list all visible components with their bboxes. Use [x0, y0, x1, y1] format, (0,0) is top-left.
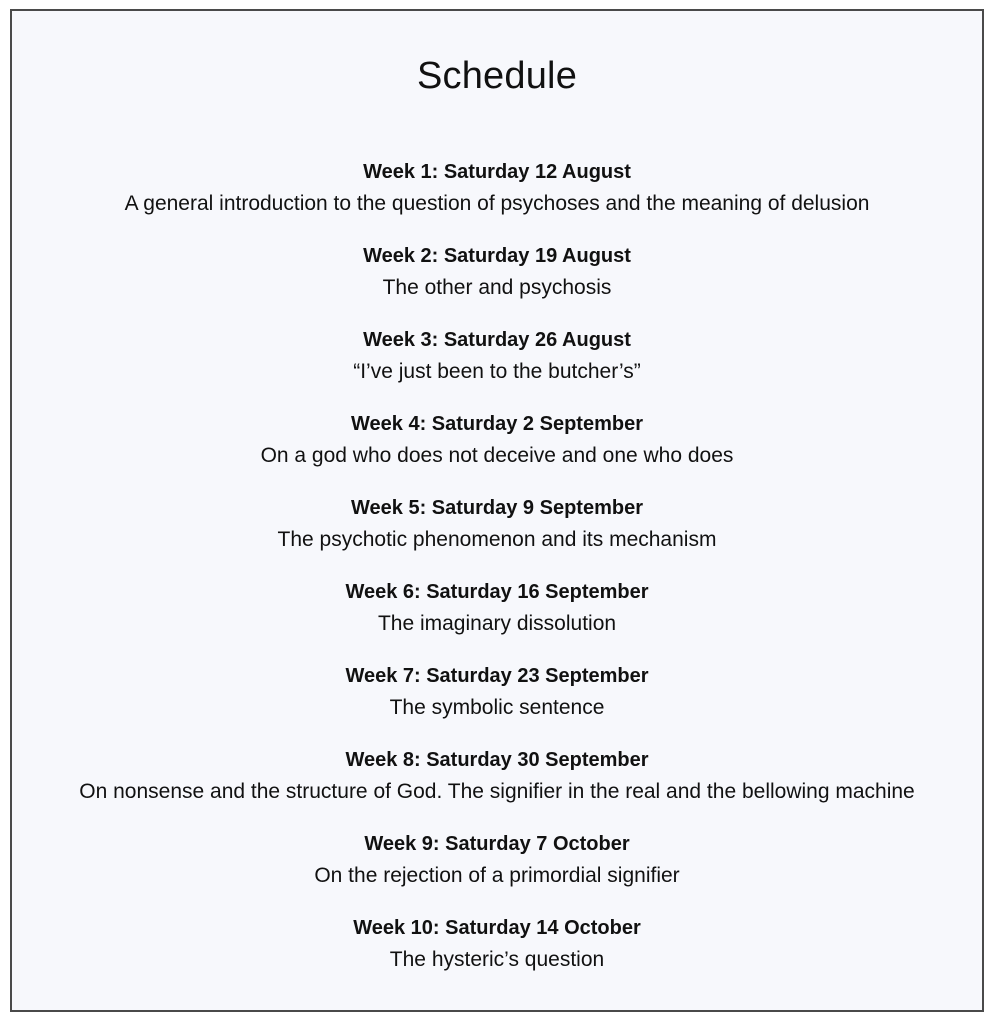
week-date: Week 7: Saturday 23 September	[345, 665, 649, 687]
week-date: Week 2: Saturday 19 August	[363, 245, 631, 267]
week-date: Week 6: Saturday 16 September	[345, 581, 649, 603]
page-title: Schedule	[416, 55, 578, 97]
week-topic: The imaginary dissolution	[377, 612, 617, 635]
week-topic: On a god who does not deceive and one who does	[260, 444, 734, 467]
week-topic: The other and psychosis	[382, 276, 612, 299]
list-item-week-5	[12, 493, 982, 577]
list-item-week-4	[12, 409, 982, 493]
week-topic: The symbolic sentence	[389, 696, 605, 719]
week-topic: The psychotic phenomenon and its mechanism	[277, 528, 717, 551]
week-date: Week 3: Saturday 26 August	[363, 329, 631, 351]
list-item-week-3	[12, 325, 982, 409]
week-date: Week 10: Saturday 14 October	[353, 917, 641, 939]
week-date: Week 1: Saturday 12 August	[363, 161, 631, 183]
list-item-week-10	[12, 913, 982, 997]
week-topic: A general introduction to the question of psychoses and the meaning of delusion	[124, 192, 870, 215]
list-item-week-7	[12, 661, 982, 745]
week-topic: On nonsense and the structure of God. The signifier in the real and the bellowing machine	[79, 780, 915, 803]
week-topic: “I’ve just been to the butcher’s”	[353, 360, 641, 383]
week-date: Week 5: Saturday 9 September	[351, 497, 643, 519]
schedule-list	[12, 157, 982, 997]
schedule-panel	[10, 9, 984, 1012]
list-item-week-6	[12, 577, 982, 661]
week-date: Week 9: Saturday 7 October	[364, 833, 630, 855]
week-date: Week 8: Saturday 30 September	[345, 749, 649, 771]
list-item-week-2	[12, 241, 982, 325]
week-topic: On the rejection of a primordial signifier	[314, 864, 680, 887]
list-item-week-8	[12, 745, 982, 829]
week-date: Week 4: Saturday 2 September	[351, 413, 643, 435]
list-item-week-9	[12, 829, 982, 913]
week-topic: The hysteric’s question	[389, 948, 605, 971]
list-item-week-1	[12, 157, 982, 241]
